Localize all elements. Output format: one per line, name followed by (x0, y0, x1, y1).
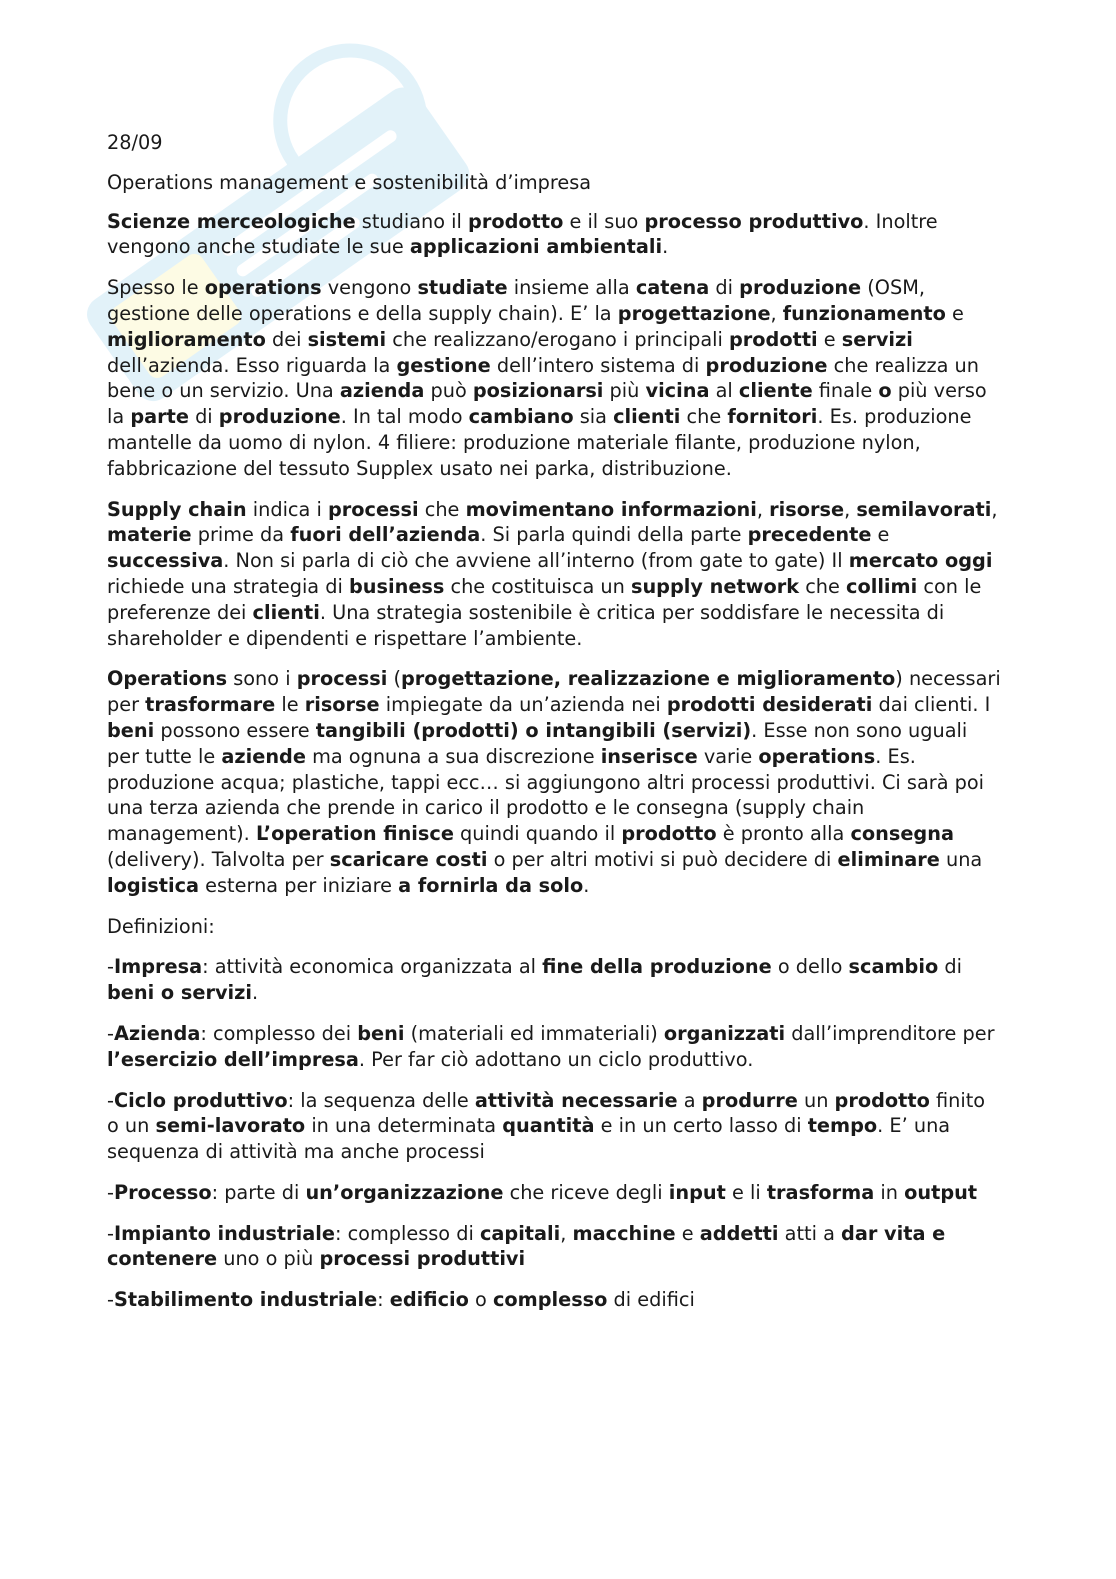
text-run: . (583, 873, 590, 897)
bold-term: progettazione (617, 301, 771, 325)
text-run: . Es. produzione mantelle da uomo di nylon. 4 filiere: produzione materiale filante, produzione nylon, fabbricazione del tessuto Supplex usato nei parka, distribuzione. (107, 405, 972, 480)
text-run: ( (387, 667, 401, 691)
text-run: o (468, 1288, 493, 1312)
paragraph (107, 914, 1002, 940)
text-run: di edifici (607, 1288, 695, 1312)
document-title: Operations management e sostenibilità d’impresa (107, 170, 592, 194)
text-run: più (603, 379, 646, 403)
text-run: - (107, 1088, 114, 1112)
bold-term: Supply chain (107, 497, 247, 521)
text-run: al (709, 379, 739, 403)
bold-term: dar vita e contenere (107, 1221, 946, 1271)
bold-term: clienti (252, 600, 320, 624)
text-run: possono essere (154, 718, 316, 742)
text-run: quindi quando il (453, 822, 622, 846)
text-run: di (709, 276, 740, 300)
bold-term: produzione (705, 353, 828, 377)
bold-term: studiate (417, 276, 508, 300)
bold-term: fine della produzione (542, 955, 772, 979)
text-run: (materiali ed immateriali) (404, 1021, 664, 1045)
text-run: . In tal modo (340, 405, 469, 429)
bold-term: Impresa (113, 955, 203, 979)
bold-term: scaricare costi (329, 847, 488, 871)
bold-term: Scienze merceologiche (107, 209, 356, 233)
text-run: le (275, 693, 305, 717)
text-run: sono i (227, 667, 297, 691)
text-run: prime da (191, 523, 291, 547)
bold-term: consegna (850, 822, 954, 846)
bold-term: prodotto (621, 822, 717, 846)
bold-term: business (348, 574, 445, 598)
bold-term: Stabilimento industriale (113, 1288, 378, 1312)
text-run: . (662, 235, 669, 259)
bold-term: precedente (747, 523, 872, 547)
text-run: e in un certo lasso di (594, 1114, 808, 1138)
text-run: che (799, 574, 847, 598)
text-run: uno o più (217, 1247, 320, 1271)
text-run: (delivery). Talvolta per (107, 847, 330, 871)
bold-term: sistemi (307, 327, 387, 351)
text-run: in una determinata (305, 1114, 503, 1138)
bold-term: miglioramento (107, 327, 266, 351)
text-run: : la sequenza delle (287, 1088, 475, 1112)
text-run: indica i (246, 497, 328, 521)
text-run: . E’ una sequenza di attività ma anche processi (107, 1114, 951, 1164)
text-run: a (677, 1088, 702, 1112)
document-body (107, 209, 1002, 1313)
text-run: , (991, 497, 998, 521)
bold-term: servizi (841, 327, 913, 351)
text-run: atti a (778, 1221, 842, 1245)
text-run: dei (265, 327, 308, 351)
bold-term: semi-lavorato (155, 1114, 306, 1138)
text-run: che realizzano/erogano i principali (386, 327, 729, 351)
text-run: che (680, 405, 728, 429)
paragraph (107, 1180, 1002, 1206)
text-run: può (424, 379, 473, 403)
bold-term: cambiano (468, 405, 574, 429)
bold-term: Processo (113, 1180, 212, 1204)
text-run: è pronto alla (716, 822, 851, 846)
paragraph (107, 497, 1002, 652)
bold-term: produzione (218, 405, 341, 429)
bold-term: processi (327, 497, 419, 521)
text-run: sia (573, 405, 614, 429)
text-run: e li (725, 1180, 767, 1204)
bold-term: clienti (613, 405, 681, 429)
bold-term: processi produttivi (319, 1247, 526, 1271)
bold-term: posizionarsi (472, 379, 604, 403)
text-run: ma ognuna a sua discrezione (305, 744, 601, 768)
text-run: . Non si parla di ciò che avviene all’interno (from gate to gate) Il (223, 549, 849, 573)
bold-term: risorse (304, 693, 380, 717)
paragraph (107, 1221, 1002, 1273)
bold-term: Ciclo produttivo (113, 1088, 288, 1112)
text-run: vengono (321, 276, 418, 300)
text-run: di (938, 955, 962, 979)
bold-term: catena (635, 276, 710, 300)
bold-term: operations (758, 744, 876, 768)
document-date: 28/09 (107, 131, 163, 154)
text-run: impiegate da un’azienda nei (379, 693, 667, 717)
text-run: - (107, 1180, 114, 1204)
bold-term: prodotto (468, 209, 564, 233)
bold-term: tempo (807, 1114, 878, 1138)
bold-term: vicina (645, 379, 710, 403)
text-run: Definizioni: (107, 914, 215, 938)
bold-term: Impianto industriale (113, 1221, 335, 1245)
bold-term: supply network (630, 574, 800, 598)
text-run: un (797, 1088, 835, 1112)
bold-term: produrre (701, 1088, 798, 1112)
text-run: . Per far ciò adottano un ciclo produttivo. (358, 1047, 754, 1071)
text-run: esterna per iniziare (199, 873, 399, 897)
text-run: varie (697, 744, 759, 768)
bold-term: edificio (389, 1288, 469, 1312)
bold-term: o (878, 379, 892, 403)
text-run: o per altri motivi si può decidere di (487, 847, 838, 871)
text-run: studiano il (355, 209, 469, 233)
text-run: dell’intero sistema di (490, 353, 706, 377)
bold-term: semilavorati (856, 497, 992, 521)
text-run: , (560, 1221, 573, 1245)
text-run: che costituisca un (444, 574, 631, 598)
bold-term: parte (130, 405, 189, 429)
text-run: che riceve degli (503, 1180, 669, 1204)
text-run: una (939, 847, 983, 871)
text-run: e (817, 327, 842, 351)
text-run: (OSM, gestione delle operations e della supply chain). E’ la (107, 276, 925, 325)
text-run: di (188, 405, 219, 429)
text-run: . Una strategia sostenibile è critica per soddisfare le necessita di shareholder e dipendenti e rispettare l’ambiente. (107, 600, 945, 650)
paragraph (107, 1021, 1002, 1073)
paragraph (107, 954, 1002, 1006)
paragraph (107, 1287, 1002, 1313)
text-run: - (107, 1221, 114, 1245)
bold-term: aziende (221, 744, 306, 768)
bold-term: beni (357, 1021, 405, 1045)
text-run: , (756, 497, 770, 521)
text-run: : complesso di (334, 1221, 480, 1245)
bold-term: beni o servizi (107, 981, 252, 1005)
text-run: finale (812, 379, 879, 403)
bold-term: prodotti (729, 327, 818, 351)
bold-term: successiva (107, 549, 224, 573)
bold-term: un’organizzazione (305, 1180, 504, 1204)
bold-term: collimi (846, 574, 918, 598)
text-run: finito o un (107, 1088, 986, 1138)
bold-term: logistica (107, 873, 200, 897)
bold-term: a fornirla da solo (398, 873, 584, 897)
bold-term: funzionamento (782, 301, 946, 325)
paragraph (107, 1088, 1002, 1165)
text-run: . Si parla quindi della parte (480, 523, 748, 547)
bold-term: inserisce (600, 744, 698, 768)
bold-term: operations (204, 276, 322, 300)
text-run: e (945, 301, 964, 325)
text-run: insieme alla (507, 276, 636, 300)
bold-term: tangibili (prodotti) o intangibili (servizi) (315, 718, 752, 742)
bold-term: fuori dell’azienda (290, 523, 481, 547)
text-run: , (770, 301, 783, 325)
bold-term: beni (107, 718, 155, 742)
text-run: : attività economica organizzata al (202, 955, 543, 979)
bold-term: quantità (502, 1114, 595, 1138)
bold-term: applicazioni ambientali (409, 235, 663, 259)
bold-term: complesso (492, 1288, 608, 1312)
text-run: richiede una strategia di (107, 574, 349, 598)
bold-term: gestione (396, 353, 491, 377)
bold-term: progettazione, realizzazione e miglioramento (400, 667, 896, 691)
text-run: Spesso le (107, 276, 205, 300)
paragraph (107, 275, 1002, 481)
bold-term: azienda (339, 379, 425, 403)
bold-term: produzione (739, 276, 862, 300)
bold-term: cliente (738, 379, 813, 403)
text-run: che (418, 497, 466, 521)
bold-term: organizzati (663, 1021, 786, 1045)
text-run: : parte di (211, 1180, 306, 1204)
text-run: e (675, 1221, 700, 1245)
bold-term: processo produttivo (644, 209, 864, 233)
text-run: e il suo (563, 209, 645, 233)
text-run: dell’azienda. Esso riguarda la (107, 353, 397, 377)
paragraph (107, 209, 1002, 261)
bold-term: mercato oggi (848, 549, 993, 573)
bold-term: Azienda (113, 1021, 201, 1045)
text-run: - (107, 1288, 114, 1312)
text-run: . Esse non sono uguali per tutte le (107, 718, 968, 768)
bold-term: L’operation finisce (255, 822, 454, 846)
bold-term: Operations (107, 667, 228, 691)
bold-term: trasformare (145, 693, 276, 717)
bold-term: prodotto (834, 1088, 930, 1112)
text-run: : (377, 1288, 390, 1312)
text-run: . Inoltre vengono anche studiate le sue (107, 209, 938, 259)
text-run: ) necessari per (107, 667, 1001, 717)
bold-term: output (904, 1180, 978, 1204)
bold-term: risorse (769, 497, 845, 521)
text-run: o dello (771, 955, 849, 979)
document-page (107, 130, 1002, 1328)
bold-term: scambio (848, 955, 939, 979)
text-run: che realizza un bene o un servizio. Una (107, 353, 979, 403)
text-run: con le preferenze dei (107, 574, 982, 624)
text-run: - (107, 955, 114, 979)
bold-term: input (668, 1180, 726, 1204)
bold-term: materie (107, 523, 192, 547)
bold-term: prodotti desiderati (666, 693, 873, 717)
text-run: dai clienti. I (872, 693, 991, 717)
bold-term: macchine (572, 1221, 676, 1245)
text-run: . (251, 981, 259, 1005)
text-run: : complesso dei (200, 1021, 358, 1045)
text-run: . Es. produzione acqua; plastiche, tappi ecc… si aggiungono altri processi produttivi. Ci sarà poi una terza azienda che prende in carico il prodotto e le consegna (supply chain management). (107, 744, 985, 846)
text-run: - (107, 1021, 114, 1045)
text-run: dall’imprenditore per (785, 1021, 995, 1045)
bold-term: l’esercizio dell’impresa (107, 1047, 359, 1071)
bold-term: addetti (699, 1221, 779, 1245)
text-run: più verso la (107, 379, 987, 429)
bold-term: trasforma (766, 1180, 875, 1204)
bold-term: fornitori (727, 405, 818, 429)
bold-term: movimentano informazioni (465, 497, 757, 521)
text-run: , (844, 497, 857, 521)
bold-term: attività necessarie (474, 1088, 678, 1112)
text-run: e (871, 523, 890, 547)
bold-term: processi (296, 667, 388, 691)
text-run: in (874, 1180, 905, 1204)
bold-term: capitali (479, 1221, 561, 1245)
bold-term: eliminare (837, 847, 940, 871)
paragraph (107, 666, 1002, 898)
